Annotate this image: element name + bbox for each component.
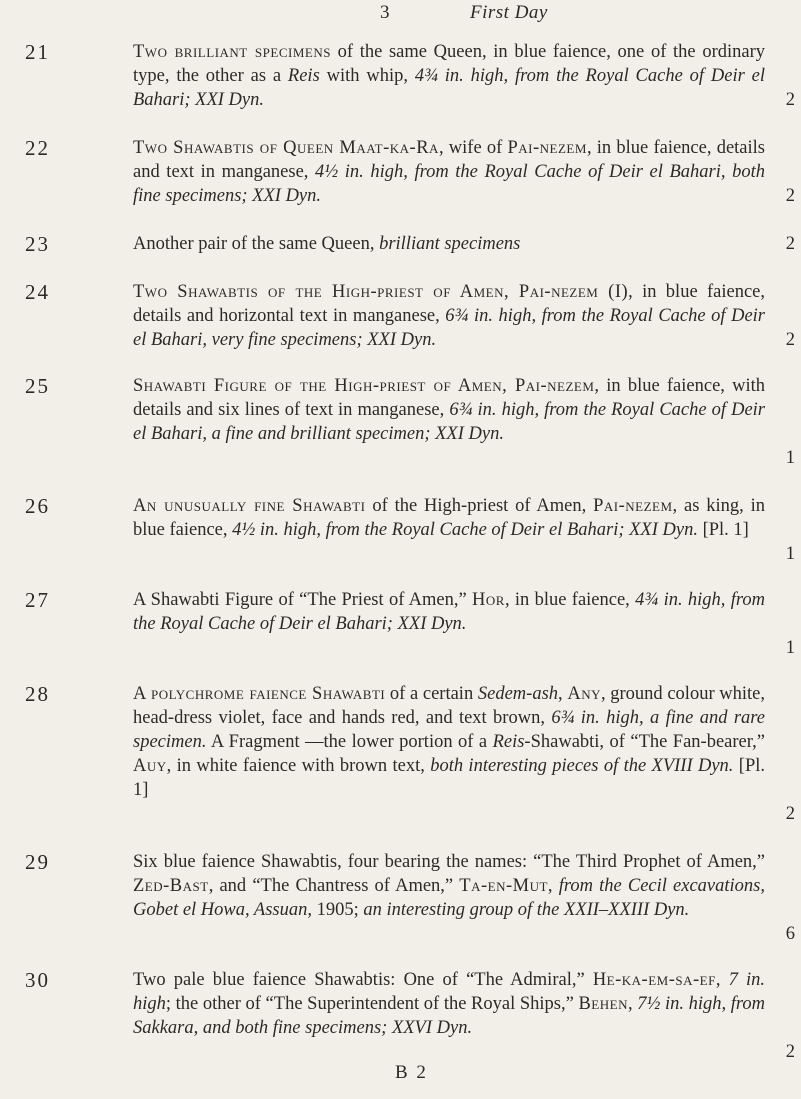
page-header — [0, 2, 801, 32]
lot-number: 23 — [25, 232, 50, 256]
page-number: 3 — [380, 2, 390, 23]
lot-number: 28 — [25, 682, 50, 706]
description-text: from the Cecil excavations, Gobet el Howa, Assuan, — [133, 876, 765, 920]
description-text: 1905; — [312, 900, 364, 920]
lot-description — [133, 374, 765, 446]
lot-description — [133, 136, 765, 208]
description-text: Hor — [472, 590, 505, 610]
description-text: of the High-priest of Amen, — [365, 496, 594, 516]
description-text: -Shawabti, of “The Fan-bearer,” — [524, 732, 765, 752]
page-title: First Day — [470, 2, 548, 23]
lot-description — [133, 40, 765, 112]
description-text: with whip, — [319, 66, 415, 86]
description-text: Another pair of the same Queen, — [133, 234, 380, 254]
lot-entry — [0, 136, 801, 208]
lot-description — [133, 850, 765, 922]
description-text: of a certain — [385, 684, 478, 704]
description-text: Any — [567, 684, 601, 704]
lot-description — [133, 588, 765, 636]
description-text: Auy — [133, 756, 167, 776]
lot-entry — [0, 588, 801, 660]
lot-description — [133, 494, 765, 542]
lot-quantity: 6 — [785, 924, 795, 944]
lot-entry — [0, 494, 801, 566]
description-text: Zed-Bast — [133, 876, 209, 896]
description-text: , — [558, 684, 568, 704]
description-text: , wife of — [438, 138, 508, 158]
description-text: Two Shawabtis of the High-priest of Amen, Pai-nezem (I) — [133, 282, 629, 302]
description-text: 4¾ in. high, from the Royal Cache of Deir el Bahari; XXI Dyn. — [133, 590, 766, 634]
description-text: He-ka-em-sa-ef — [592, 970, 716, 990]
lot-number: 24 — [25, 280, 50, 304]
description-text: Reis — [287, 66, 320, 86]
description-text: Pai-nezem — [593, 496, 673, 516]
lot-entry — [0, 232, 801, 256]
description-text: , in blue faience, — [504, 590, 636, 610]
description-text: , in blue faience, with details and six lines of text in manganese, — [133, 376, 766, 420]
lot-quantity: 2 — [785, 330, 795, 350]
description-text: Shawabti Figure of the High-priest of Amen, Pai-nezem — [133, 376, 595, 396]
description-text: Reis — [492, 732, 525, 752]
description-text: brilliant specimens — [379, 234, 521, 254]
description-text: 7 in. high — [133, 970, 765, 1014]
lot-number: 27 — [25, 588, 50, 612]
description-text: , in white faience with brown text, — [166, 756, 431, 776]
description-text: A polychrome faience Shawabti — [133, 684, 386, 704]
description-text: 4½ in. high, from the Royal Cache of Deir el Bahari, both fine specimens; XXI Dyn. — [133, 162, 765, 206]
description-text: an interesting group of the XXII–XXIII Dyn. — [363, 900, 690, 920]
lot-entry — [0, 682, 801, 826]
lot-description — [133, 682, 765, 802]
lot-entry — [0, 850, 801, 946]
description-text: , and “The Chantress of Amen,” — [208, 876, 460, 896]
lot-quantity: 1 — [785, 638, 795, 658]
description-text: A Fragment —the lower portion of a — [206, 732, 493, 752]
lot-description — [133, 968, 765, 1040]
description-text: , — [627, 994, 638, 1014]
description-text: , — [715, 970, 729, 990]
description-text: 6¾ in. high, from the Royal Cache of Deir el Bahari, very fine specimens; XXI Dyn. — [133, 306, 765, 350]
lot-entry — [0, 280, 801, 352]
description-text: A Shawabti Figure of “The Priest of Amen,” — [133, 590, 473, 610]
description-text: , as king, in blue faience, — [133, 496, 765, 540]
description-text: Behen — [578, 994, 628, 1014]
lot-number: 29 — [25, 850, 50, 874]
description-text: [Pl. 1] — [697, 520, 749, 540]
description-text: 6¾ in. high, a fine and rare specimen. — [133, 708, 766, 752]
lot-quantity: 2 — [785, 1042, 795, 1062]
description-text: An unusually fine Shawabti — [133, 496, 366, 516]
lot-entry — [0, 374, 801, 470]
lot-quantity: 2 — [785, 804, 795, 824]
lot-quantity: 1 — [785, 448, 795, 468]
description-text: , in blue faience, details and text in manganese, — [133, 138, 765, 182]
description-text: , in blue faience, details and horizontal text in manganese, — [133, 282, 765, 326]
lot-quantity: 2 — [785, 90, 795, 110]
description-text: ; the other of “The Superintendent of the Royal Ships,” — [165, 994, 579, 1014]
description-text: , — [547, 876, 559, 896]
description-text: 6¾ in. high, from the Royal Cache of Deir el Bahari, a fine and brilliant specimen; XXI Dyn. — [133, 400, 765, 444]
description-text: Six blue faience Shawabtis, four bearing the names: “The Third Prophet of Amen,” — [133, 852, 765, 872]
lot-number: 21 — [25, 40, 50, 64]
description-text: Ta-en-Mut — [459, 876, 548, 896]
description-text: 4½ in. high, from the Royal Cache of Deir el Bahari; XXI Dyn. — [232, 520, 698, 540]
description-text: , ground colour white, head-dress violet, face and hands red, and text brown, — [133, 684, 766, 728]
description-text: Two Shawabtis of Queen Maat-ka-Ra — [133, 138, 439, 158]
description-text: 7½ in. high, from Sakkara, and both fine specimens; XXVI Dyn. — [133, 994, 765, 1038]
lot-number: 22 — [25, 136, 50, 160]
lot-number: 26 — [25, 494, 50, 518]
description-text: of the same Queen, in blue faience, one of the ordinary type, the other as a — [133, 42, 765, 86]
description-text: 4¾ in. high, from the Royal Cache of Deir el Bahari; XXI Dyn. — [133, 66, 765, 110]
lot-number: 25 — [25, 374, 50, 398]
description-text: [Pl. 1] — [133, 756, 765, 800]
lot-entry — [0, 968, 801, 1064]
description-text: Two pale blue faience Shawabtis: One of “The Admiral,” — [133, 970, 593, 990]
lot-quantity: 2 — [785, 234, 795, 254]
lot-entry — [0, 40, 801, 112]
lot-number: 30 — [25, 968, 50, 992]
description-text: Pai-nezem — [507, 138, 587, 158]
description-text: both interesting pieces of the XVIII Dyn. — [430, 756, 734, 776]
lot-quantity: 2 — [785, 186, 795, 206]
lot-quantity: 1 — [785, 544, 795, 564]
description-text: Two brilliant specimens — [133, 42, 331, 62]
description-text: Sedem-ash — [477, 684, 559, 704]
lot-description — [133, 232, 765, 256]
lot-description — [133, 280, 765, 352]
signature-mark: B 2 — [395, 1062, 428, 1083]
